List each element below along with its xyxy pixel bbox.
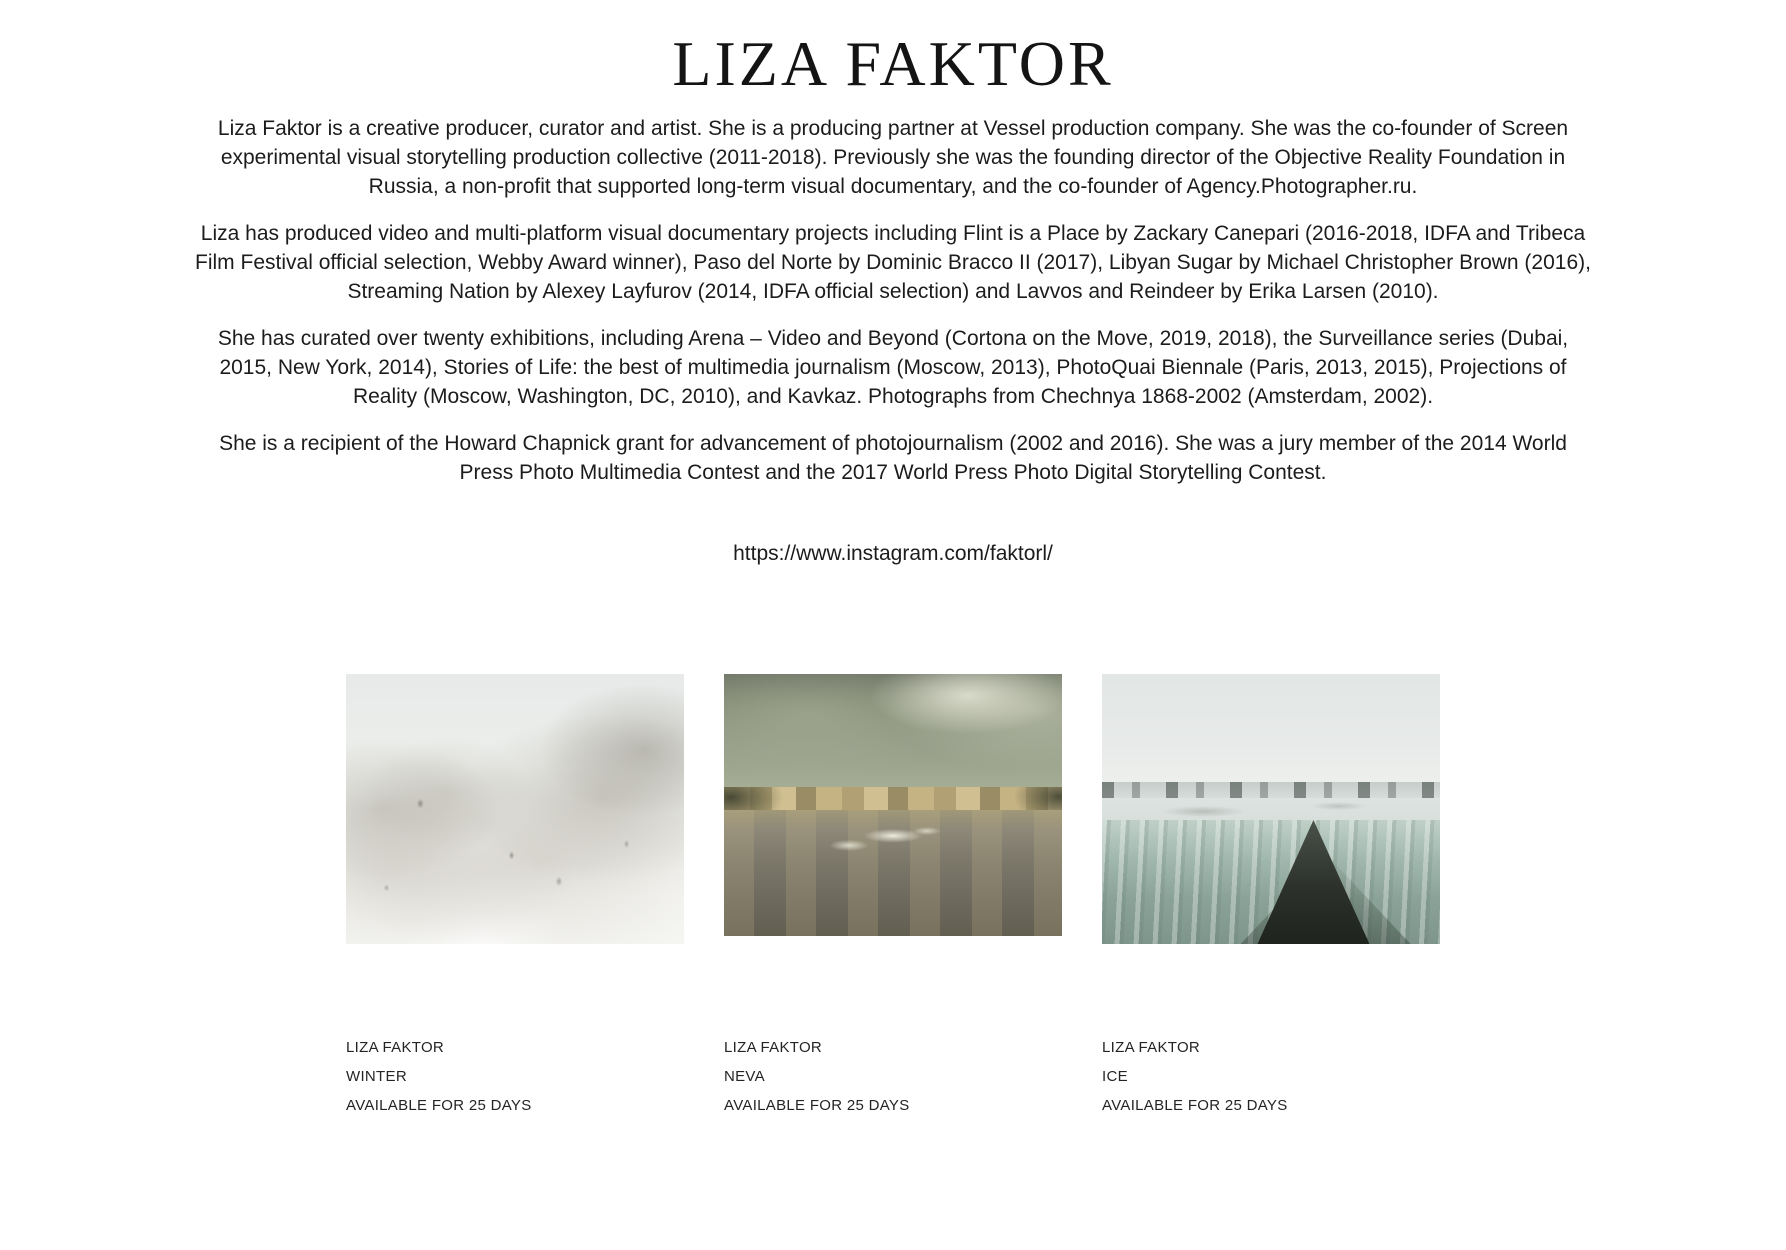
ice-photo-pale-sky (1102, 674, 1440, 787)
gallery-item-neva (724, 674, 1062, 1126)
bio-paragraph-3: She has curated over twenty exhibitions, including Arena – Video and Beyond (Cortona on the Move, 2019, 2018), the Surveillance series (Dubai, 2015, New York, 2014), Stories of Life: the best of multimedia journalism (Moscow, 2013), PhotoQuai Biennale (Paris, 2013, 2015), Projections of Reality (Moscow, Washington, DC, 2010), and Kavkaz. Photographs from Chechnya 1868-2002 (Amsterdam, 2002). (217, 327, 1569, 408)
page-title: LIZA FAKTOR (672, 28, 1114, 99)
caption-title: WINTER (346, 1068, 407, 1085)
caption-title: ICE (1102, 1068, 1128, 1085)
caption-availability: AVAILABLE FOR 25 DAYS (1102, 1097, 1288, 1114)
instagram-link[interactable]: https://www.instagram.com/faktorl/ (733, 542, 1053, 565)
ice-caption (1102, 1033, 1288, 1120)
gallery (0, 674, 1786, 1126)
bio-section (193, 114, 1593, 487)
gallery-item-ice (1102, 674, 1440, 1126)
neva-photo-ice-floes (724, 823, 1062, 854)
caption-artist: LIZA FAKTOR (346, 1039, 445, 1056)
ice-photo-horizon-ridge (1102, 782, 1440, 798)
bio-paragraph-1: Liza Faktor is a creative producer, curator and artist. She is a producing partner at Vessel production company. She was the co-founder of Screen experimental visual storytelling production collective (2011-2018). Previously she was the founding director of the Objective Reality Foundation in Russia, a non-profit that supported long-term visual documentary, and the co-founder of Agency.Photographer.ru. (217, 117, 1569, 198)
ice-photo[interactable] (1102, 674, 1440, 944)
caption-artist: LIZA FAKTOR (1102, 1039, 1201, 1056)
bio-paragraph-4: She is a recipient of the Howard Chapnick grant for advancement of photojournalism (2002 and 2016). She was a jury member of the 2014 World Press Photo Multimedia Contest and the 2017 World Press Photo Digital Storytelling Contest. (219, 432, 1567, 484)
winter-caption (346, 1033, 532, 1120)
caption-artist: LIZA FAKTOR (724, 1039, 823, 1056)
caption-availability: AVAILABLE FOR 25 DAYS (724, 1097, 910, 1114)
winter-photo[interactable] (346, 674, 684, 944)
caption-title: NEVA (724, 1068, 765, 1085)
instagram-link-row (0, 539, 1786, 568)
bio-paragraph-2: Liza has produced video and multi-platform visual documentary projects including Flint is a Place by Zackary Canepari (2016-2018, IDFA and Tribeca Film Festival official selection, Webby Award winner), Paso del Norte by Dominic Bracco II (2017), Libyan Sugar by Michael Christopher Brown (2016), Streaming Nation by Alexey Layfurov (2014, IDFA official selection) and Lavvos and Reindeer by Erika Larsen (2010). (195, 222, 1591, 303)
neva-photo[interactable] (724, 674, 1062, 936)
neva-photo-cloudy-sky (724, 674, 1062, 795)
neva-caption (724, 1033, 910, 1120)
neva-photo-embankment-buildings (724, 787, 1062, 813)
winter-photo-frost-trees (346, 755, 684, 917)
gallery-item-winter (346, 674, 684, 1126)
caption-availability: AVAILABLE FOR 25 DAYS (346, 1097, 532, 1114)
